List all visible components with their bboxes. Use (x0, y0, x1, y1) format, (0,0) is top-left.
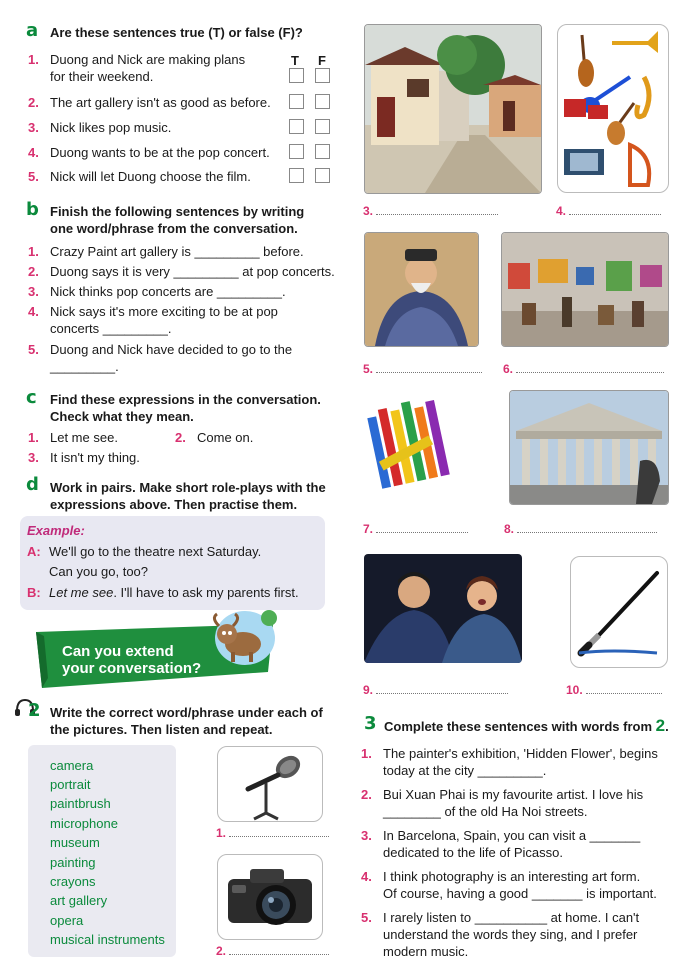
item-number: 3. (28, 284, 39, 299)
item-number: 2. (28, 95, 39, 110)
section-a-item-1 (28, 51, 245, 68)
answer-4[interactable]: 4. (556, 204, 661, 218)
section-a-item-1-cont: for their weekend. (50, 69, 154, 84)
section-a-item-4 (28, 144, 270, 161)
section-c-heading-1: Find these expressions in the conversation. (50, 392, 321, 407)
item-text: Let me see. (50, 430, 118, 445)
section-3-number: 3 (364, 713, 377, 734)
item-number: 2. (175, 430, 186, 445)
word-portrait: portrait (50, 777, 91, 792)
section-b-item-2 (28, 263, 335, 280)
example-line-b (27, 584, 299, 601)
item-number: 4. (28, 304, 39, 319)
opera-image (364, 554, 522, 663)
section-2-heading-2: the pictures. Then listen and repeat. (50, 722, 273, 737)
musical-instruments-icon (558, 25, 668, 192)
section-3-item-2 (361, 786, 643, 803)
picture-7-crayons (364, 390, 456, 503)
true-checkbox-1[interactable] (289, 68, 304, 83)
item-text: Come on. (197, 430, 254, 445)
portrait-image (365, 233, 478, 346)
section-a-item-3 (28, 119, 171, 136)
item-number: 4. (361, 869, 372, 884)
section-c-letter: c (26, 387, 37, 408)
item-text: The art gallery isn't as good as before. (50, 95, 271, 110)
true-checkbox-4[interactable] (289, 144, 304, 159)
item-text: Nick likes pop music. (50, 120, 172, 135)
answer-3[interactable]: 3. (363, 204, 498, 218)
item-number: 2. (361, 787, 372, 802)
section-3-item-1-cont: today at the city _________. (383, 763, 547, 778)
section-b-item-3 (28, 283, 286, 300)
item-text: Duong and Nick are making plans (50, 52, 246, 67)
paintbrush-icon (571, 557, 667, 667)
picture-1-microphone (217, 746, 323, 822)
answer-10[interactable]: 10. (566, 683, 662, 697)
picture-9-opera (364, 554, 522, 663)
section-b-item-4 (28, 303, 278, 320)
picture-3-painting (364, 24, 542, 194)
word-crayons: crayons (50, 874, 96, 889)
item-text: Crazy Paint art gallery is _________ before. (50, 244, 304, 259)
item-number: 3. (28, 120, 39, 135)
false-checkbox-3[interactable] (315, 119, 330, 134)
picture-6-art-gallery (501, 232, 669, 347)
buffalo-mascot-icon (205, 604, 285, 670)
section-3-heading-ref: 2 (655, 716, 666, 735)
picture-8-museum (509, 390, 669, 505)
answer-1[interactable]: 1. (216, 826, 329, 840)
example-line-a-cont: Can you go, too? (49, 564, 149, 579)
section-3-item-3 (361, 827, 640, 844)
word-museum: museum (50, 835, 100, 850)
answer-9[interactable]: 9. (363, 683, 508, 697)
item-text: Nick will let Duong choose the film. (50, 169, 251, 184)
true-checkbox-5[interactable] (289, 168, 304, 183)
item-text: Duong says it is very _________ at pop concerts. (50, 264, 335, 279)
section-b-heading-1: Finish the following sentences by writing (50, 204, 305, 219)
item-number: 3. (361, 828, 372, 843)
item-text: Duong wants to be at the pop concert. (50, 145, 270, 160)
section-a-item-2 (28, 94, 271, 111)
item-number: 4. (28, 145, 39, 160)
banner-line-1: Can you extend (62, 643, 174, 660)
section-d-heading-2: expressions above. Then practise them. (50, 497, 298, 512)
section-b-item-1 (28, 243, 304, 260)
section-d-heading-1: Work in pairs. Make short role-plays with the (50, 480, 326, 495)
section-3-item-4-cont: Of course, having a good _______ is important. (383, 886, 657, 901)
word-painting: painting (50, 855, 96, 870)
answer-5[interactable]: 5. (363, 362, 482, 376)
section-3-item-4 (361, 868, 640, 885)
item-text: I think photography is an interesting art form. (383, 869, 641, 884)
section-2-number: 2 (28, 700, 41, 721)
false-checkbox-1[interactable] (315, 68, 330, 83)
section-3-heading-text: Complete these sentences with words from (384, 719, 653, 734)
item-number: 1. (361, 746, 372, 761)
col-t-label: T (291, 53, 299, 68)
answer-8[interactable]: 8. (504, 522, 657, 536)
false-checkbox-5[interactable] (315, 168, 330, 183)
false-checkbox-4[interactable] (315, 144, 330, 159)
section-3-heading-end: . (665, 719, 669, 734)
section-d-letter: d (26, 474, 39, 495)
item-text: Nick says it's more exciting to be at pop (50, 304, 278, 319)
section-3-item-1 (361, 745, 658, 762)
word-camera: camera (50, 758, 94, 773)
word-musical-instruments: musical instruments (50, 932, 165, 947)
item-number: 2. (28, 264, 39, 279)
item-text: Bui Xuan Phai is my favourite artist. I love his (383, 787, 644, 802)
section-b-item-5-cont: _________. (50, 359, 119, 374)
col-f-label: F (318, 53, 326, 68)
item-number: 1. (28, 244, 39, 259)
item-number: 5. (28, 342, 39, 357)
item-text: In Barcelona, Spain, you can visit a _______ (383, 828, 641, 843)
answer-2[interactable]: 2. (216, 944, 329, 958)
answer-6[interactable]: 6. (503, 362, 664, 376)
word-microphone: microphone (50, 816, 118, 831)
street-painting-image (365, 25, 541, 193)
section-b-letter: b (26, 199, 39, 220)
item-number: 3. (28, 450, 39, 465)
section-3-item-2-cont: ________ of the old Ha Noi streets. (383, 804, 588, 819)
section-3-item-5-cont: understand the words they sing, and I prefer (383, 927, 638, 942)
banner-line-2: your conversation? (62, 660, 202, 677)
picture-4-instruments (557, 24, 669, 193)
item-text: Duong and Nick have decided to go to the (50, 342, 293, 357)
gallery-image (502, 233, 668, 346)
example-title: Example: (27, 523, 85, 538)
crayons-icon (364, 390, 456, 503)
word-opera: opera (50, 913, 84, 928)
true-checkbox-3[interactable] (289, 119, 304, 134)
section-a-item-5 (28, 168, 251, 185)
true-checkbox-2[interactable] (289, 94, 304, 109)
camera-icon (218, 855, 322, 939)
section-3-item-5 (361, 909, 639, 926)
item-text: I rarely listen to __________ at home. I can't (383, 910, 640, 925)
example-b-italic: Let me see (49, 585, 114, 600)
item-text: Nick thinks pop concerts are _________. (50, 284, 286, 299)
section-2-heading-1: Write the correct word/phrase under each of (50, 705, 323, 720)
picture-2-camera (217, 854, 323, 940)
word-paintbrush: paintbrush (50, 796, 111, 811)
item-text: The painter's exhibition, 'Hidden Flower', begins (383, 746, 658, 761)
section-a-heading: Are these sentences true (T) or false (F)? (50, 25, 303, 40)
section-b-item-5 (28, 341, 292, 358)
section-b-heading-2: one word/phrase from the conversation. (50, 221, 298, 236)
false-checkbox-2[interactable] (315, 94, 330, 109)
section-3-item-5-cont-2: modern music. (383, 944, 469, 959)
section-b-item-4-cont: concerts _________. (50, 321, 172, 336)
section-3-heading (384, 717, 669, 735)
picture-5-portrait (364, 232, 479, 347)
section-c-item-2 (175, 429, 253, 446)
example-a-text: We'll go to the theatre next Saturday. (49, 544, 262, 559)
item-text: It isn't my thing. (50, 450, 140, 465)
item-number: 5. (28, 169, 39, 184)
answer-7[interactable]: 7. (363, 522, 468, 536)
section-c-item-3 (28, 449, 140, 466)
example-b-text: . I'll have to ask my parents first. (113, 585, 299, 600)
speaker-a-label: A: (27, 544, 41, 559)
section-c-item-1 (28, 429, 118, 446)
item-number: 5. (361, 910, 372, 925)
speaker-b-label: B: (27, 585, 41, 600)
section-c-heading-2: Check what they mean. (50, 409, 194, 424)
section-a-letter: a (26, 20, 39, 41)
section-3-item-3-cont: dedicated to the life of Picasso. (383, 845, 563, 860)
example-line-a (27, 543, 261, 560)
item-number: 1. (28, 52, 39, 67)
picture-10-paintbrush (570, 556, 668, 668)
item-number: 1. (28, 430, 39, 445)
museum-image (510, 391, 668, 504)
microphone-icon (218, 747, 322, 821)
word-art-gallery: art gallery (50, 893, 108, 908)
